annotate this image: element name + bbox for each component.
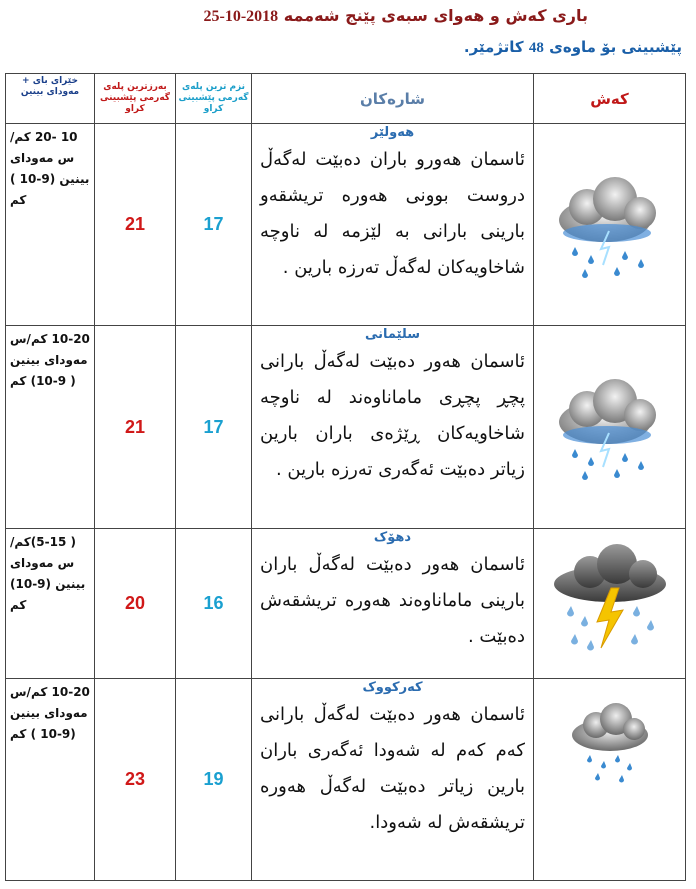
city-name: هەولێر bbox=[370, 125, 415, 140]
min-temp: 19 bbox=[176, 679, 252, 881]
col-header-wind: خێرای بای + مەودای بینین bbox=[6, 74, 95, 124]
city-name: سلێمانی bbox=[364, 327, 421, 342]
col-header-max-temp: بەرزترین پلەی گەرمی پێشبینی کراو bbox=[95, 74, 176, 124]
title-text: باری کەش و هەوای سبەی پێنج شەممە bbox=[283, 6, 588, 25]
min-temp: 17 bbox=[176, 326, 252, 529]
col-header-min-temp: نزم ترین پلەی گەرمی پێشبینی کراو bbox=[176, 74, 252, 124]
min-temp: 17 bbox=[176, 124, 252, 326]
wind-visibility: 10 -20 کم/س مەودای بینین (9-10 ) کم bbox=[6, 124, 95, 326]
table-row bbox=[6, 326, 686, 529]
max-temp: 21 bbox=[95, 124, 176, 326]
title-date: 2018-10-25 bbox=[203, 8, 279, 25]
weather-icon-cell bbox=[534, 679, 686, 881]
lightning-rain-cloud-icon bbox=[545, 544, 675, 664]
city-name: دهۆک bbox=[373, 530, 412, 545]
thunderstorm-rain-cloud-icon bbox=[545, 165, 675, 285]
max-temp: 23 bbox=[95, 679, 176, 881]
wind-visibility: ( 5-15)کم/س مەودای بینین (9-10) کم bbox=[6, 529, 95, 679]
col-header-weather: کەش bbox=[534, 74, 686, 124]
max-temp: 21 bbox=[95, 326, 176, 529]
subtitle-hours: 48 bbox=[528, 40, 544, 56]
subtitle-text: پێشبینی بۆ ماوەی bbox=[549, 38, 682, 56]
wind-visibility: 10-20 کم/س مەودای بینین (9-10 ) کم bbox=[6, 679, 95, 881]
col-header-cities: شارەکان bbox=[252, 74, 534, 124]
weather-description: ئاسمان هەورو باران دەبێت لەگەڵ دروست بوونی هەورە تریشقەو بارینی بارانی بە لێزمە لە ناوچە شاخاویەکان لەگەڵ تەرزە بارین . bbox=[260, 149, 525, 278]
max-temp: 20 bbox=[95, 529, 176, 679]
weather-description: ئاسمان هەور دەبێت لەگەڵ بارانی کەم کەم لە شەودا ئەگەری باران بارین زیاتر دەبێت لەگەڵ هەورە تریشقەش لە شەودا. bbox=[260, 704, 525, 833]
city-name: کەرکووک bbox=[362, 680, 423, 695]
weather-description: ئاسمان هەور دەبێت لەگەڵ باران بارینی ماماناوەند هەورە تریشقەش دەبێت . bbox=[260, 554, 525, 647]
page-title bbox=[192, 6, 588, 26]
city-cell bbox=[252, 529, 534, 679]
wind-visibility: 10-20 کم/س مەودای بینین ( 9-10) کم bbox=[6, 326, 95, 529]
weather-icon-cell bbox=[534, 326, 686, 529]
weather-description: ئاسمان هەور دەبێت لەگەڵ بارانی پچڕ پچڕی ماماناوەند لە ناوچە شاخاویەکان ڕێژەی باران بارین زیاتر دەبێت ئەگەری تەرزە بارین . bbox=[260, 351, 525, 480]
table-row bbox=[6, 124, 686, 326]
city-cell bbox=[252, 679, 534, 881]
table-row bbox=[6, 679, 686, 881]
weather-icon-cell bbox=[534, 529, 686, 679]
subtitle-unit: کاتژمێر. bbox=[463, 38, 524, 56]
table-row bbox=[6, 529, 686, 679]
rain-cloud-icon bbox=[560, 697, 660, 787]
city-cell bbox=[252, 124, 534, 326]
thunderstorm-rain-cloud-icon bbox=[545, 367, 675, 487]
forecast-period bbox=[464, 38, 682, 57]
min-temp: 16 bbox=[176, 529, 252, 679]
table-header-row bbox=[6, 74, 686, 124]
forecast-table bbox=[5, 73, 686, 881]
city-cell bbox=[252, 326, 534, 529]
weather-icon-cell bbox=[534, 124, 686, 326]
